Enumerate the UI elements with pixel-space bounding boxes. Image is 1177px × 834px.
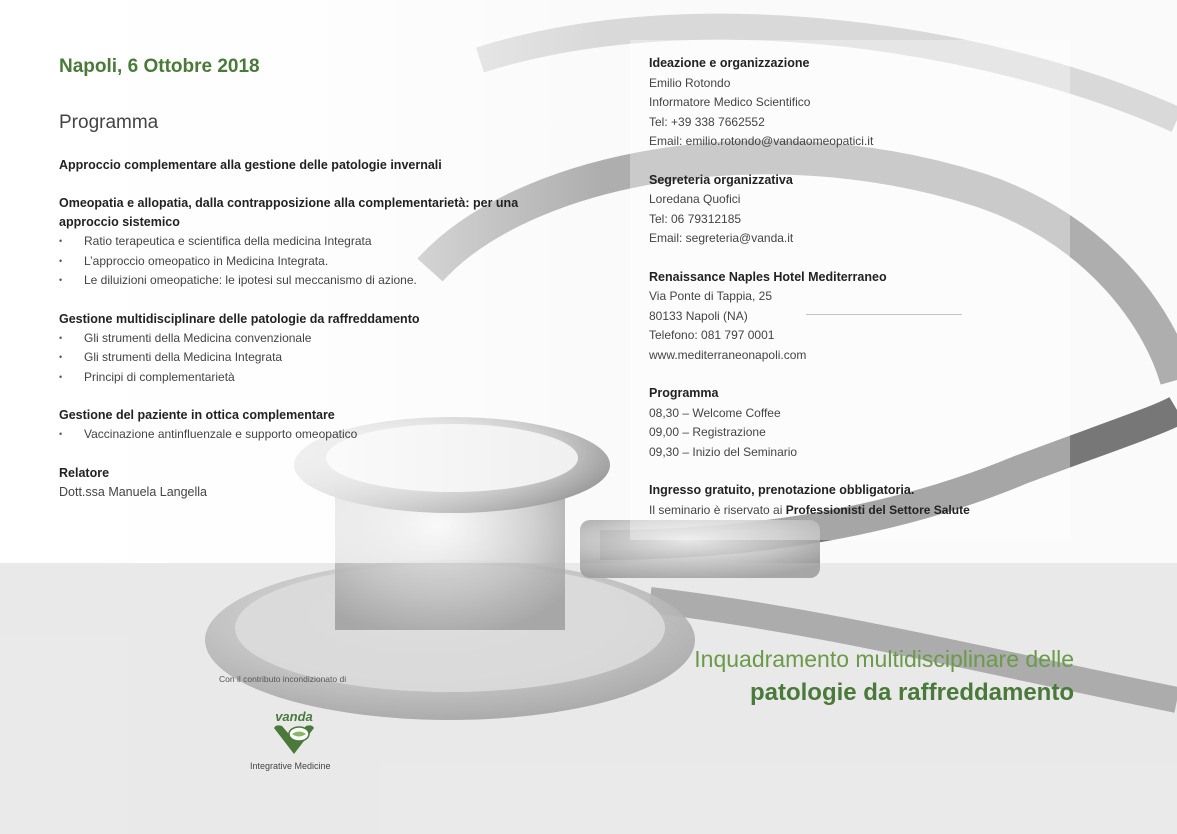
list-item: • Le diluizioni omeopatiche: le ipotesi sul meccanismo di azione.	[59, 271, 529, 291]
orario-item: 09,30 – Inizio del Seminario	[649, 444, 798, 459]
contact-email: Email: segreteria@vanda.it	[649, 231, 794, 245]
segreteria-heading: Segreteria organizzativa	[649, 172, 793, 187]
contact-name: Loredana Quofici	[649, 192, 741, 206]
segreteria-block	[649, 171, 1049, 249]
relatore-block	[59, 464, 529, 502]
relatore-label: Relatore	[59, 465, 110, 480]
programma-section-3	[59, 310, 529, 388]
section-heading: Gestione del paziente in ottica complementare	[59, 408, 335, 422]
ingresso-block	[649, 481, 1049, 520]
orario-item: 08,30 – Welcome Coffee	[649, 405, 781, 420]
bullet-list	[59, 232, 529, 291]
programma-section-2	[59, 194, 529, 291]
contact-email: Email: emilio.rotondo@vandaomeopatici.it	[649, 134, 874, 148]
hotel-block	[649, 268, 1049, 366]
list-item: • L’approccio omeopatico in Medicina Integrata.	[59, 252, 529, 272]
event-title-line2: patologie da raffreddamento	[749, 679, 1074, 706]
ideazione-block	[649, 54, 1049, 152]
orario-item: 09,00 – Registrazione	[649, 425, 766, 439]
ingresso-note-bold: Professionisti del Settore Salute	[785, 502, 970, 517]
left-column	[59, 56, 529, 521]
logo-tagline: Integrative Medicine	[250, 761, 331, 771]
bullet-list	[59, 329, 529, 388]
event-title	[694, 646, 1074, 707]
ingresso-note	[649, 501, 1049, 521]
contact-phone: Tel: +39 338 7662552	[649, 114, 765, 129]
hotel-address: Via Ponte di Tappia, 25	[649, 289, 772, 303]
hotel-heading: Renaissance Naples Hotel Mediterraneo	[649, 269, 887, 284]
list-item: • Vaccinazione antinfluenzale e supporto omeopatico	[59, 425, 529, 445]
hotel-phone: Telefono: 081 797 0001	[649, 328, 775, 342]
ingresso-heading: Ingresso gratuito, prenotazione obbligatoria.	[649, 483, 915, 497]
list-item: • Principi di complementarietà	[59, 368, 529, 388]
contact-role: Informatore Medico Scientifico	[649, 95, 811, 109]
section-heading: Approccio complementare alla gestione delle patologie invernali	[59, 158, 442, 172]
right-column	[649, 54, 1049, 539]
relatore-name: Dott.ssa Manuela Langella	[59, 484, 208, 499]
divider-line	[806, 314, 962, 315]
list-item: • Gli strumenti della Medicina Integrata	[59, 348, 529, 368]
programma-section-1	[59, 156, 529, 175]
contact-name: Emilio Rotondo	[649, 75, 731, 90]
section-heading: Omeopatia e allopatia, dalla contrapposizione alla complementarietà: per una approccio sistemico	[59, 196, 519, 229]
section-heading: Gestione multidisciplinare delle patologie da raffreddamento	[59, 311, 420, 326]
programma-title: Programma	[59, 112, 159, 133]
event-title-line1: Inquadramento multidisciplinare delle	[694, 646, 1074, 672]
contact-phone: Tel: 06 79312185	[649, 211, 742, 226]
programma-section-4	[59, 406, 529, 445]
ingresso-note-prefix: Il seminario è riservato ai	[649, 502, 786, 517]
logo-wordmark: vanda	[275, 709, 313, 724]
contributo-text: Con il contributo incondizionato di	[219, 674, 347, 684]
ideazione-heading: Ideazione e organizzazione	[649, 56, 810, 70]
hotel-website: www.mediterraneonapoli.com	[649, 347, 807, 362]
event-date: Napoli, 6 Ottobre 2018	[59, 56, 260, 77]
hotel-city: 80133 Napoli (NA)	[649, 308, 748, 323]
orari-heading: Programma	[649, 386, 719, 400]
vanda-logo-icon	[268, 708, 320, 760]
list-item: • Gli strumenti della Medicina convenzionale	[59, 329, 529, 349]
bullet-list	[59, 425, 529, 445]
list-item: • Ratio terapeutica e scientifica della medicina Integrata	[59, 232, 529, 252]
orari-block	[649, 384, 1049, 462]
